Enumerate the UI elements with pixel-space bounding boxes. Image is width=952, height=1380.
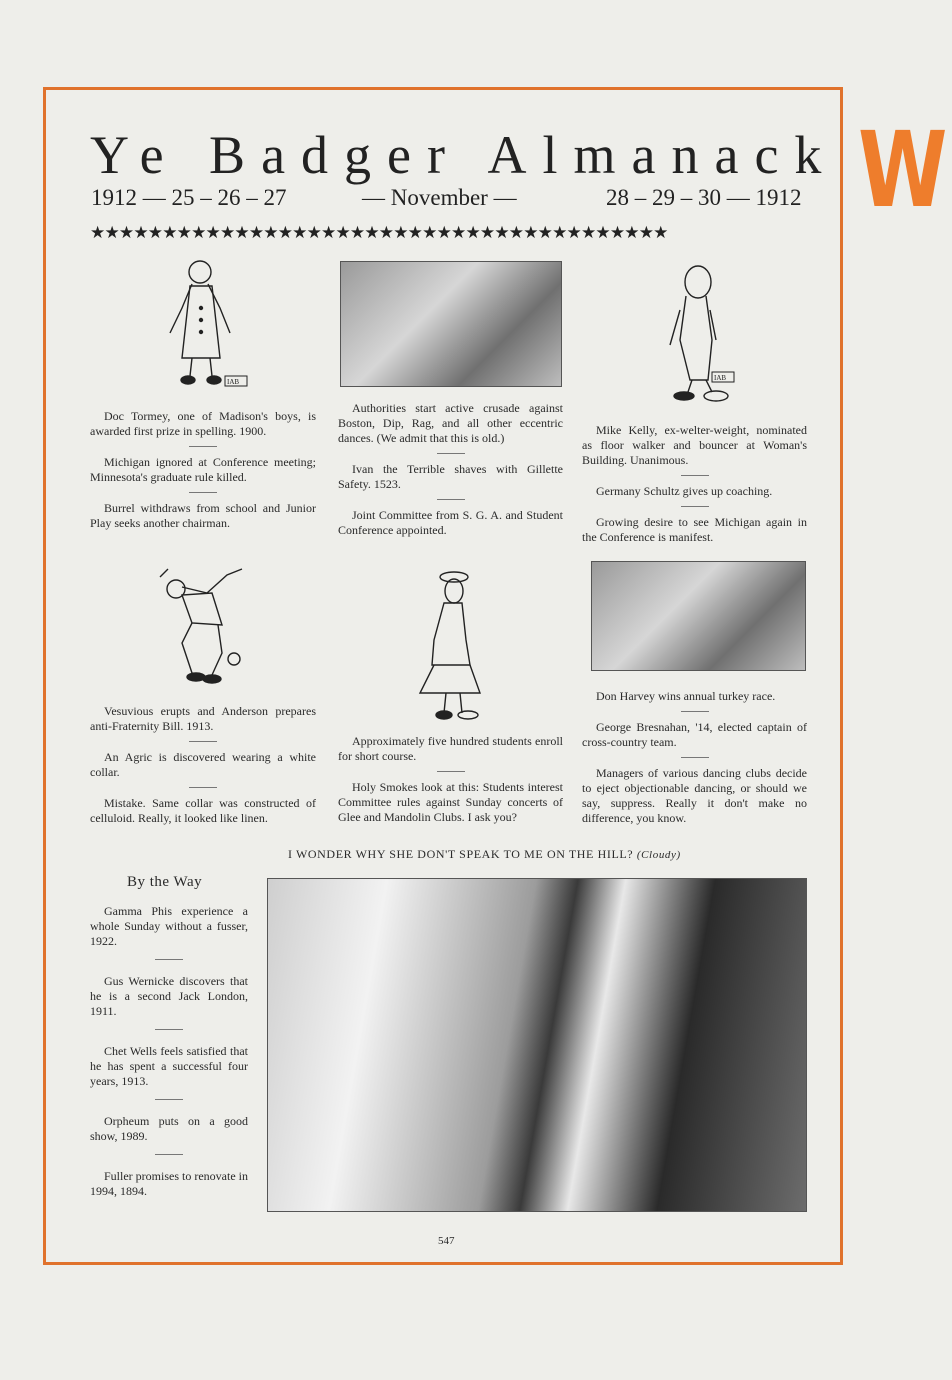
item-text: George Bresnahan, '14, elected captain of cross-country team. (582, 720, 807, 749)
list-item: Orpheum puts on a good show, 1989. (90, 1114, 248, 1143)
item-text: An Agric is discovered wearing a white collar. (90, 750, 316, 779)
photo-turkey-race (591, 561, 806, 671)
divider (155, 959, 183, 960)
column-mid-mid (338, 734, 563, 825)
divider (437, 771, 465, 772)
item-text: Growing desire to see Michigan again in the Conference is manifest. (582, 515, 807, 544)
divider (155, 1154, 183, 1155)
photo-couple-under-tree (267, 878, 807, 1212)
divider (155, 1099, 183, 1100)
item-text: Don Harvey wins annual turkey race. (596, 689, 776, 703)
item-text: Ivan the Terrible shaves with Gillette Safety. 1523. (338, 462, 563, 491)
divider (189, 741, 217, 742)
column-left-mid (90, 704, 316, 826)
photo-caption (288, 847, 681, 862)
side-tab-letter: W (858, 109, 948, 231)
item-text: Vesuvious erupts and Anderson prepares anti-Fraternity Bill. 1913. (90, 704, 316, 733)
list-item: Fuller promises to renovate in 1994, 1894. (90, 1169, 248, 1198)
divider (681, 711, 709, 712)
item-text: Germany Schultz gives up coaching. (596, 484, 773, 498)
item-text: Joint Committee from S. G. A. and Student Conference appointed. (338, 508, 563, 537)
divider (189, 787, 217, 788)
cartoon-mike-kelly (650, 260, 755, 405)
dates-right: 28 – 29 – 30 — 1912 (606, 185, 802, 210)
item-text: Doc Tormey, one of Madison's boys, is awarded first prize in spelling. 1900. (90, 409, 316, 438)
cartoon-initials: IAB (714, 374, 727, 382)
item-text: Authorities start active crusade against Boston, Dip, Rag, and all other eccentric dances. (We admit that this is old.) (338, 401, 563, 445)
star-rule: ★★★★★★★★★★★★★★★★★★★★★★★★★★★★★★★★★★★★★★★★ (90, 223, 668, 243)
list-item: Gus Wernicke discovers that he is a second Jack London, 1911. (90, 974, 248, 1018)
column-left-top (90, 409, 316, 531)
item-text: Managers of various dancing clubs decide to eject objectionable dancing, or should we say, suppress. Really it don't make no difference, you know. (582, 766, 807, 825)
item-text: Mistake. Same collar was constructed of celluloid. Really, it looked like linen. (90, 796, 316, 825)
divider (681, 475, 709, 476)
dates-left: 1912 — 25 – 26 – 27 (91, 185, 287, 210)
column-right-top (582, 423, 807, 545)
list-item: Chet Wells feels satisfied that he has spent a successful four years, 1913. (90, 1044, 248, 1088)
cartoon-student-hat (410, 565, 490, 725)
item-text: Approximately five hundred students enroll for short course. (338, 734, 563, 763)
caption-text: I WONDER WHY SHE DON'T SPEAK TO ME ON THE HILL? (288, 847, 634, 861)
caption-credit: (Cloudy) (636, 849, 681, 861)
almanack-title: Ye Badger Almanack (90, 125, 838, 185)
divider (437, 499, 465, 500)
divider (681, 506, 709, 507)
divider (437, 453, 465, 454)
divider (189, 446, 217, 447)
page-number: 547 (438, 1235, 455, 1247)
column-mid-top (338, 401, 563, 538)
cartoon-farmer-dancing (152, 563, 252, 690)
column-right-mid (582, 689, 807, 826)
list-item: Gamma Phis experience a whole Sunday without a fusser, 1922. (90, 904, 248, 948)
by-the-way-heading: By the Way (127, 874, 203, 890)
item-text: Mike Kelly, ex-welter-weight, nominated as floor walker and bouncer at Woman's Building. Unanimous. (582, 423, 807, 467)
item-text: Burrel withdraws from school and Junior Play seeks another chairman. (90, 501, 316, 530)
cartoon-doc-tormey (160, 258, 260, 393)
item-text: Holy Smokes look at this: Students interest Committee rules against Sunday concerts of Glee and Mandolin Clubs. I ask you? (338, 780, 563, 824)
photo-dancers (340, 261, 562, 387)
divider (189, 492, 217, 493)
by-the-way-list (90, 904, 248, 1199)
divider (681, 757, 709, 758)
cartoon-initials: IAB (227, 378, 240, 386)
dates-month: — November — (362, 185, 517, 210)
item-text: Michigan ignored at Conference meeting; Minnesota's graduate rule killed. (90, 455, 316, 484)
divider (155, 1029, 183, 1030)
